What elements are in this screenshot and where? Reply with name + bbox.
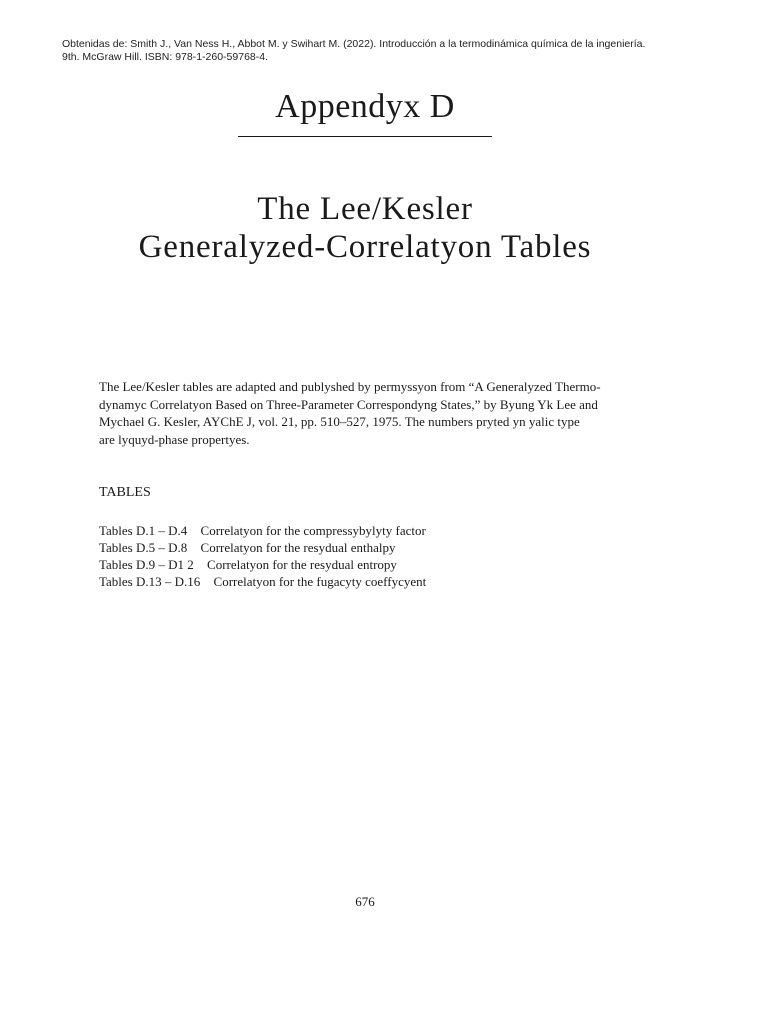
appendix-title: Appendyx D bbox=[275, 88, 455, 125]
intro-line-3: Mychael G. Kesler, AYChE J, vol. 21, pp. 510–527, 1975. The numbers pryted yn yalic type bbox=[99, 414, 580, 429]
intro-line-2: dynamyc Correlatyon Based on Three-Parameter Correspondyng States,” by Byung Yk Lee and bbox=[99, 396, 598, 412]
intro-paragraph bbox=[99, 378, 632, 448]
chapter-title-line-2: Generalyzed-Correlatyon Tables bbox=[138, 229, 592, 265]
citation-line-2: 9th. McGraw Hill. ISBN: 978-1-260-59768-4. bbox=[62, 51, 269, 63]
table-range: Tables D.9 – D1 2 bbox=[99, 557, 194, 572]
chapter-title-line-1: The Lee/Kesler bbox=[257, 191, 473, 227]
list-item bbox=[99, 539, 639, 556]
table-description: Correlatyon for the resydual entropy bbox=[207, 557, 397, 572]
citation-line-1: Obtenidas de: Smith J., Van Ness H., Abbot M. y Swihart M. (2022). Introducción a la termodinámica química de la ingeniería. bbox=[62, 38, 646, 50]
table-range: Tables D.5 – D.8 bbox=[99, 540, 188, 555]
intro-line-1: The Lee/Kesler tables are adapted and publyshed by permyssyon from “A Generalyzed Thermo- bbox=[99, 379, 601, 394]
table-description: Correlatyon for the fugacyty coeffycyent bbox=[213, 574, 427, 589]
appendix-title-underline bbox=[238, 136, 492, 137]
table-range: Tables D.1 – D.4 bbox=[99, 523, 188, 538]
tables-heading: TABLES bbox=[99, 485, 151, 500]
tables-list bbox=[99, 522, 639, 590]
chapter-title bbox=[0, 190, 730, 266]
source-citation bbox=[62, 38, 722, 64]
table-description: Correlatyon for the compressybylyty factor bbox=[200, 523, 426, 538]
list-item bbox=[99, 522, 639, 539]
list-item bbox=[99, 556, 639, 573]
table-description: Correlatyon for the resydual enthalpy bbox=[200, 540, 396, 555]
table-range: Tables D.13 – D.16 bbox=[99, 574, 201, 589]
list-item bbox=[99, 573, 639, 590]
intro-line-4: are lyquyd-phase propertyes. bbox=[99, 431, 250, 447]
page-number: 676 bbox=[355, 894, 375, 909]
